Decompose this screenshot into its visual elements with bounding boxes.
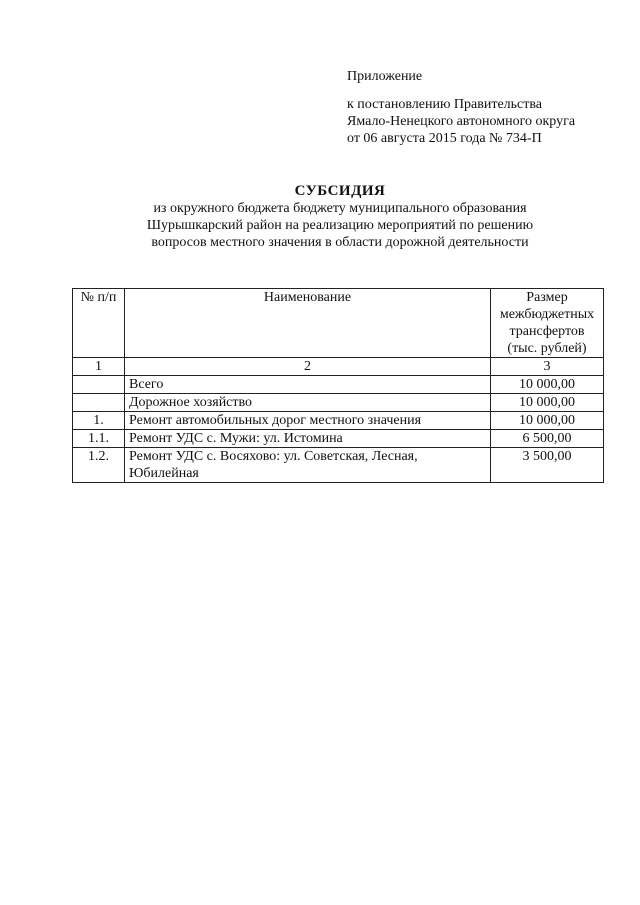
document-heading (60, 183, 620, 251)
row-num: 1.1. (73, 430, 125, 448)
row-amount: 10 000,00 (491, 412, 604, 430)
header-name: Наименование (125, 289, 491, 358)
header-amount-line: межбюджетных (499, 307, 595, 322)
appendix-line: от 06 августа 2015 года № 734-П (347, 131, 542, 146)
heading-line: Шурышкарский район на реализацию мероприятий по решению (146, 218, 534, 233)
row-num (73, 394, 125, 412)
column-number-row (73, 358, 604, 376)
row-num (73, 376, 125, 394)
row-amount: 6 500,00 (491, 430, 604, 448)
table-row (73, 394, 604, 412)
col-number: 2 (125, 358, 491, 376)
document-title: СУБСИДИЯ (294, 183, 386, 199)
header-amount-line: Размер (526, 290, 568, 305)
table-row (73, 376, 604, 394)
appendix-line: Ямало-Ненецкого автономного округа (347, 114, 576, 129)
row-num: 1. (73, 412, 125, 430)
header-amount-line: трансфертов (509, 324, 585, 339)
table-row (73, 448, 604, 483)
header-amount (491, 289, 604, 358)
row-amount: 10 000,00 (491, 376, 604, 394)
row-name: Дорожное хозяйство (125, 394, 491, 412)
row-num: 1.2. (73, 448, 125, 483)
row-name: Ремонт УДС с. Восяхово: ул. Советская, Лесная, Юбилейная (125, 448, 491, 483)
appendix-title: Приложение (347, 69, 423, 84)
subsidy-table (72, 288, 604, 483)
heading-line: вопросов местного значения в области дорожной деятельности (151, 235, 529, 250)
col-number: 3 (491, 358, 604, 376)
row-amount: 3 500,00 (491, 448, 604, 483)
row-name: Ремонт автомобильных дорог местного значения (125, 412, 491, 430)
row-amount: 10 000,00 (491, 394, 604, 412)
table-row (73, 412, 604, 430)
header-amount-line: (тыс. рублей) (507, 341, 587, 356)
row-name: Ремонт УДС с. Мужи: ул. Истомина (125, 430, 491, 448)
heading-line: из окружного бюджета бюджету муниципального образования (153, 201, 527, 216)
appendix-spacer (347, 85, 627, 96)
col-number: 1 (73, 358, 125, 376)
table-header-row (73, 289, 604, 358)
appendix-block (347, 68, 627, 147)
header-num: № п/п (73, 289, 125, 358)
row-name: Всего (125, 376, 491, 394)
appendix-line: к постановлению Правительства (347, 97, 543, 112)
table-row (73, 430, 604, 448)
